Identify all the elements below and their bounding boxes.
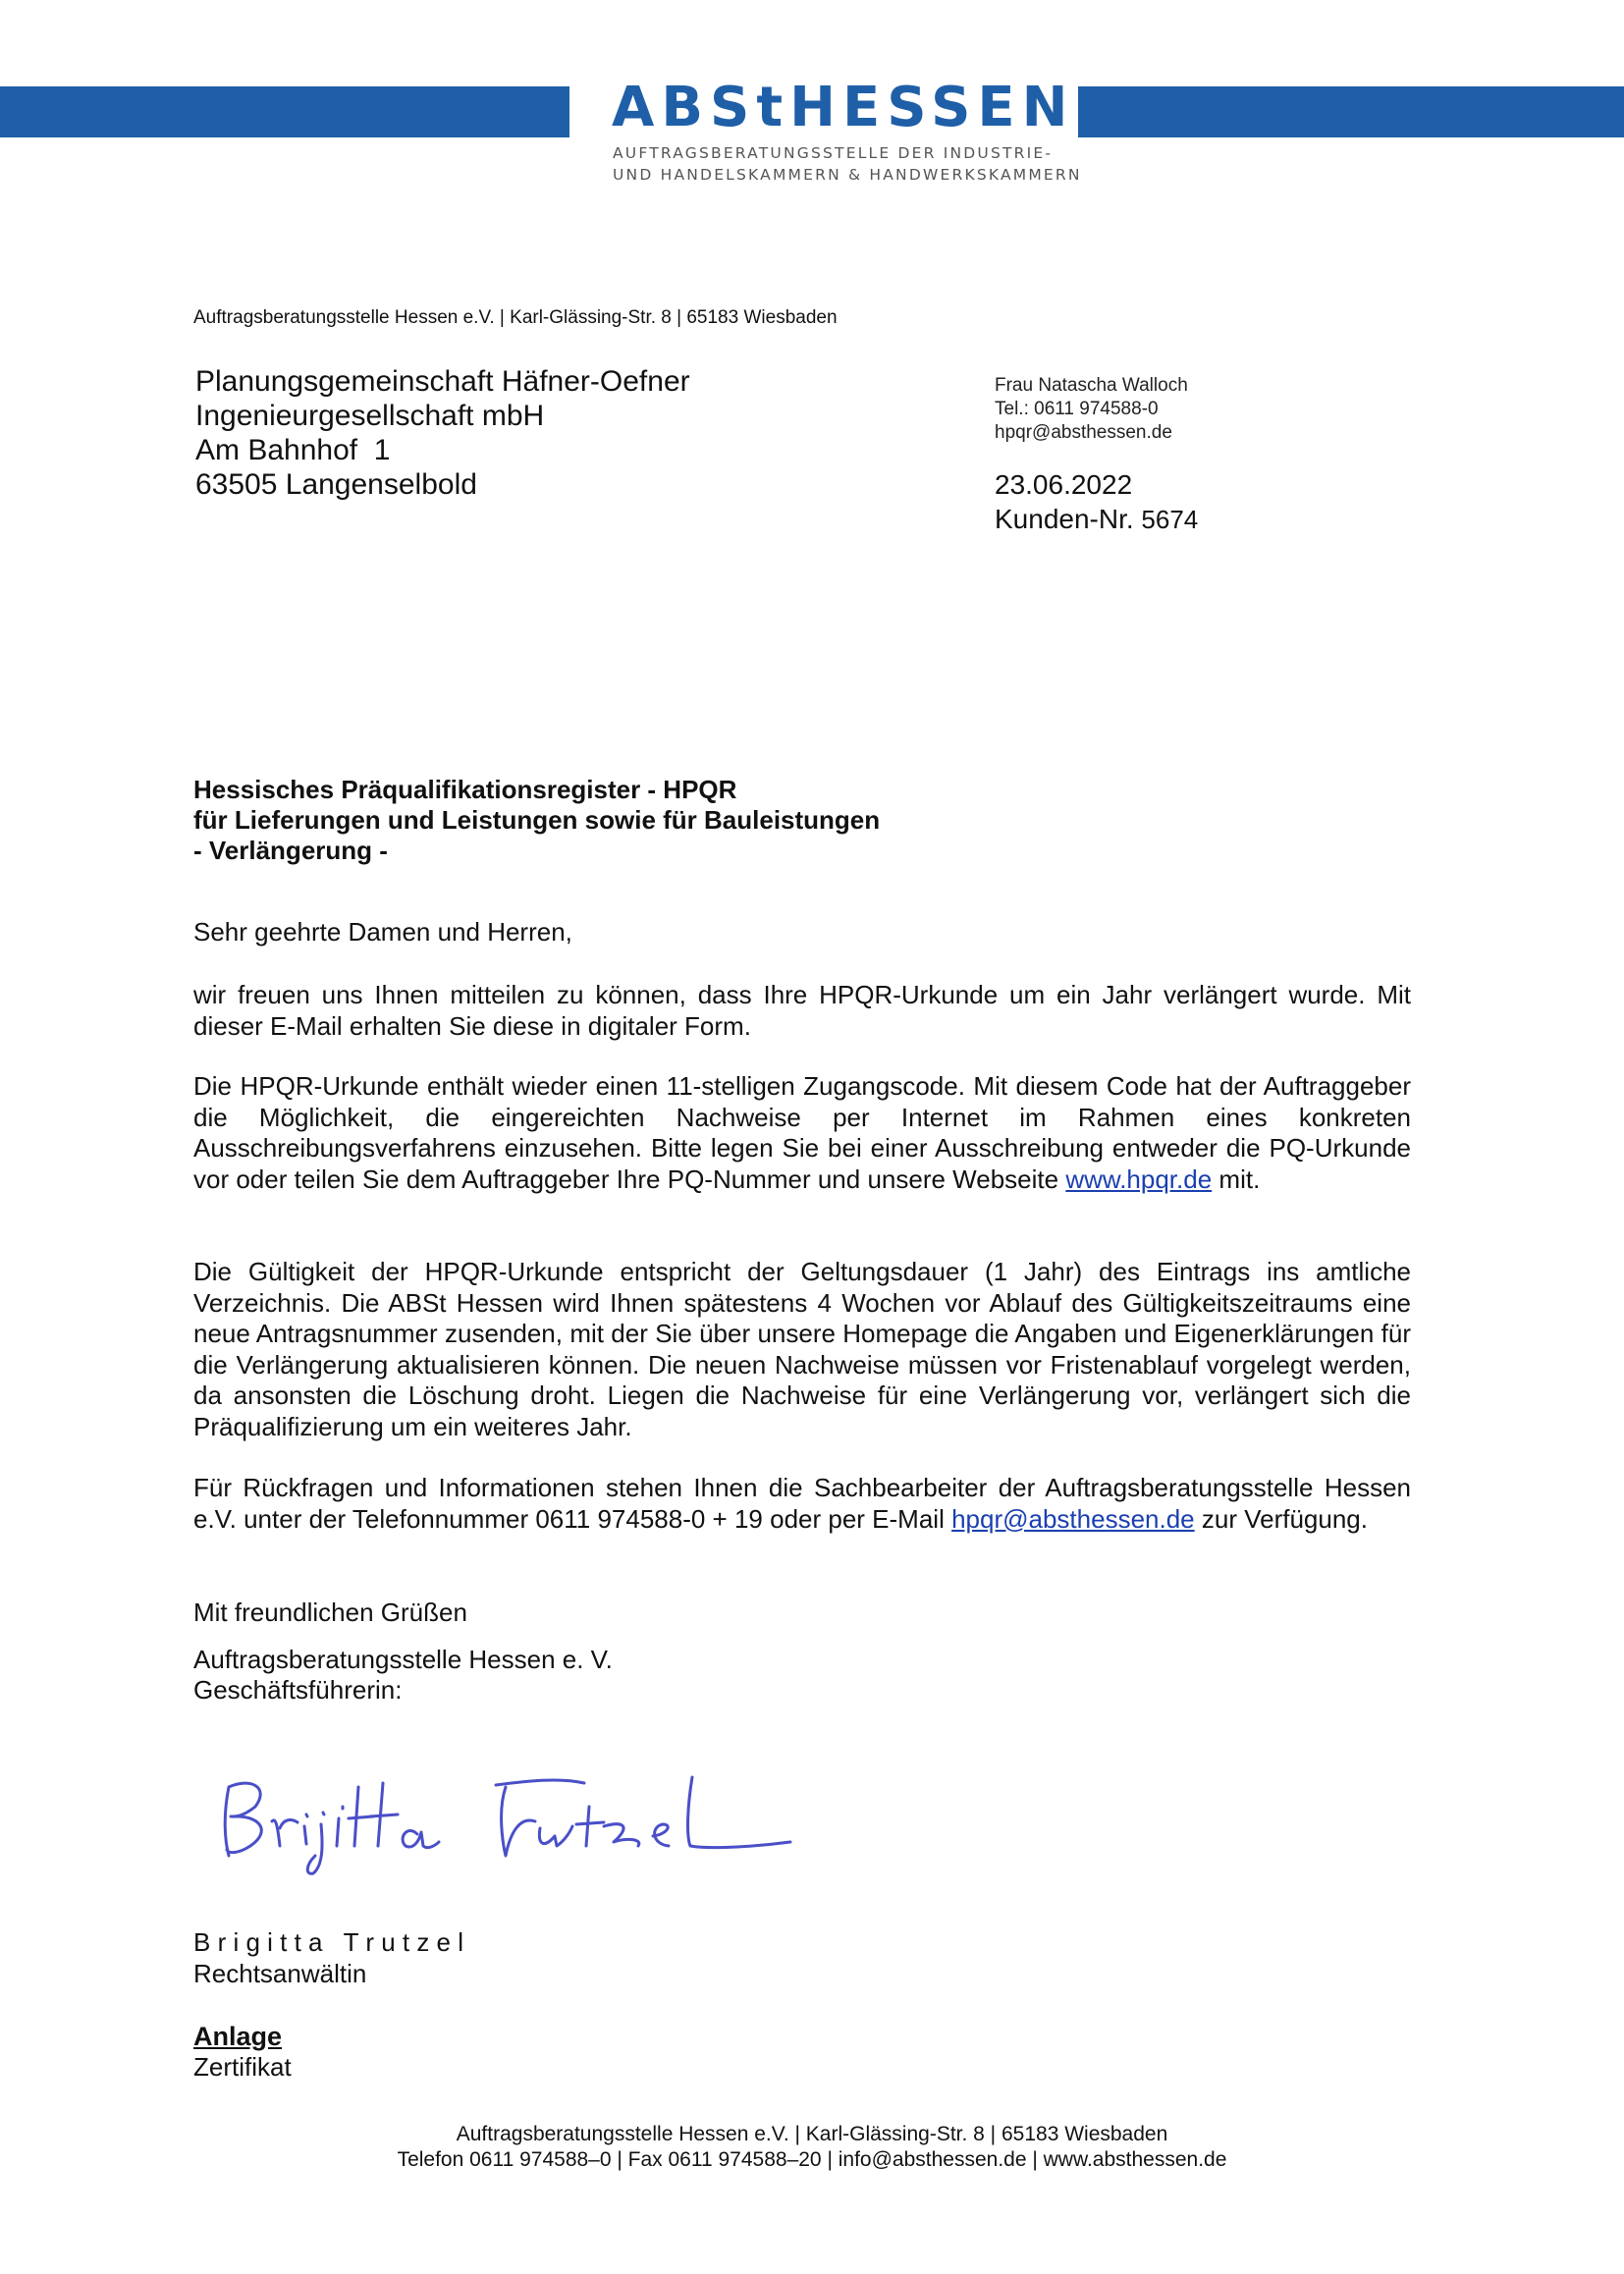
customer-number-line	[995, 502, 1198, 537]
recipient-line: Am Bahnhof 1	[195, 434, 391, 466]
salutation: Sehr geehrte Damen und Herren,	[193, 917, 572, 947]
paragraph-2	[193, 1071, 1411, 1195]
paragraph-2-end: mit.	[1212, 1164, 1261, 1194]
letter-date: 23.06.2022	[995, 469, 1133, 500]
letterhead-bar-right	[1078, 86, 1624, 137]
recipient-line: Planungsgemeinschaft Häfner-Oefner	[195, 365, 690, 398]
logo-subtitle-1: AUFTRAGSBERATUNGSSTELLE DER INDUSTRIE-	[613, 144, 1054, 162]
recipient-line: 63505 Langenselbold	[195, 468, 477, 501]
paragraph-4	[193, 1473, 1411, 1535]
sender-line: Auftragsberatungsstelle Hessen e.V. | Karl-Glässing-Str. 8 | 65183 Wiesbaden	[193, 307, 838, 328]
logo: ABStHESSEN	[612, 76, 1075, 139]
signer-title: Rechtsanwältin	[193, 1959, 367, 1988]
attachment-item: Zertifikat	[193, 2052, 292, 2082]
contact-phone: Tel.: 0611 974588-0	[995, 399, 1159, 419]
handwritten-signature	[211, 1748, 800, 1875]
signer-role: Geschäftsführerin:	[193, 1675, 403, 1705]
footer-line-1: Auftragsberatungsstelle Hessen e.V. | Karl-Glässing-Str. 8 | 65183 Wiesbaden	[456, 2123, 1168, 2145]
subject-line: - Verlängerung -	[193, 836, 388, 865]
customer-number: 5674	[1141, 505, 1199, 534]
website-link[interactable]: www.hpqr.de	[1065, 1164, 1213, 1194]
paragraph-4-text: Für Rückfragen und Informationen stehen Ihnen die Sachbearbeiter der Auftragsberatungsstelle Hessen e.V. unter der Telefonnummer 0611 974588-0 + 19 oder per E-Mail	[193, 1473, 1411, 1534]
paragraph-4-end: zur Verfügung.	[1194, 1503, 1368, 1534]
logo-subtitle-2: UND HANDELSKAMMERN & HANDWERKSKAMMERN	[613, 166, 1082, 184]
subject	[193, 775, 880, 866]
paragraph-3: Die Gültigkeit der HPQR-Urkunde entspricht der Geltungsdauer (1 Jahr) des Eintrags ins amtliche Verzeichnis. Die ABSt Hessen wird Ihnen spätestens 4 Wochen vor Ablauf des Gültigkeitszeitraums eine neue Antragsnummer zusenden, mit der Sie über unsere Homepage die Angaben und Eigenerklärungen für die Verlängerung aktualisieren können. Die neuen Nachweise müssen vor Fristenablauf vorgelegt werden, da ansonsten die Löschung droht. Liegen die Nachweise für eine Verlängerung vor, verlängert sich die Präqualifizierung um ein weiteres Jahr.	[193, 1257, 1411, 1441]
subject-line: für Lieferungen und Leistungen sowie für Bauleistungen	[193, 805, 881, 835]
paragraph-2-text: Die HPQR-Urkunde enthält wieder einen 11-stelligen Zugangscode. Mit diesem Code hat der Auftraggeber die Möglichkeit, die eingereichten Nachweise per Internet im Rahmen eines konkreten Ausschreibungsverfahrens einzusehen. Bitte legen Sie bei einer Ausschreibung entweder die PQ-Urkunde vor oder teilen Sie dem Auftraggeber Ihre PQ-Nummer und unsere Webseite	[193, 1071, 1411, 1194]
attachment-label: Anlage	[193, 2022, 283, 2051]
signer-name: B r i g i t t a T r u t z e l	[193, 1927, 464, 1957]
contact-name: Frau Natascha Walloch	[995, 375, 1188, 396]
email-link[interactable]: hpqr@absthessen.de	[951, 1503, 1195, 1534]
customer-number-label: Kunden-Nr.	[995, 504, 1134, 534]
paragraph-1: wir freuen uns Ihnen mitteilen zu können, dass Ihre HPQR-Urkunde um ein Jahr verlängert wurde. Mit dieser E-Mail erhalten Sie diese in digitaler Form.	[193, 980, 1411, 1041]
contact-block	[995, 374, 1188, 445]
recipient-address	[195, 364, 690, 502]
organisation: Auftragsberatungsstelle Hessen e. V.	[193, 1645, 613, 1674]
contact-email: hpqr@absthessen.de	[995, 422, 1172, 443]
letterhead-bar-left	[0, 86, 569, 137]
recipient-line: Ingenieurgesellschaft mbH	[195, 400, 545, 432]
footer-line-2: Telefon 0611 974588–0 | Fax 0611 974588–20 | info@absthessen.de | www.absthessen.de	[397, 2148, 1227, 2171]
closing: Mit freundlichen Grüßen	[193, 1597, 467, 1627]
subject-line: Hessisches Präqualifikationsregister - HPQR	[193, 775, 737, 804]
